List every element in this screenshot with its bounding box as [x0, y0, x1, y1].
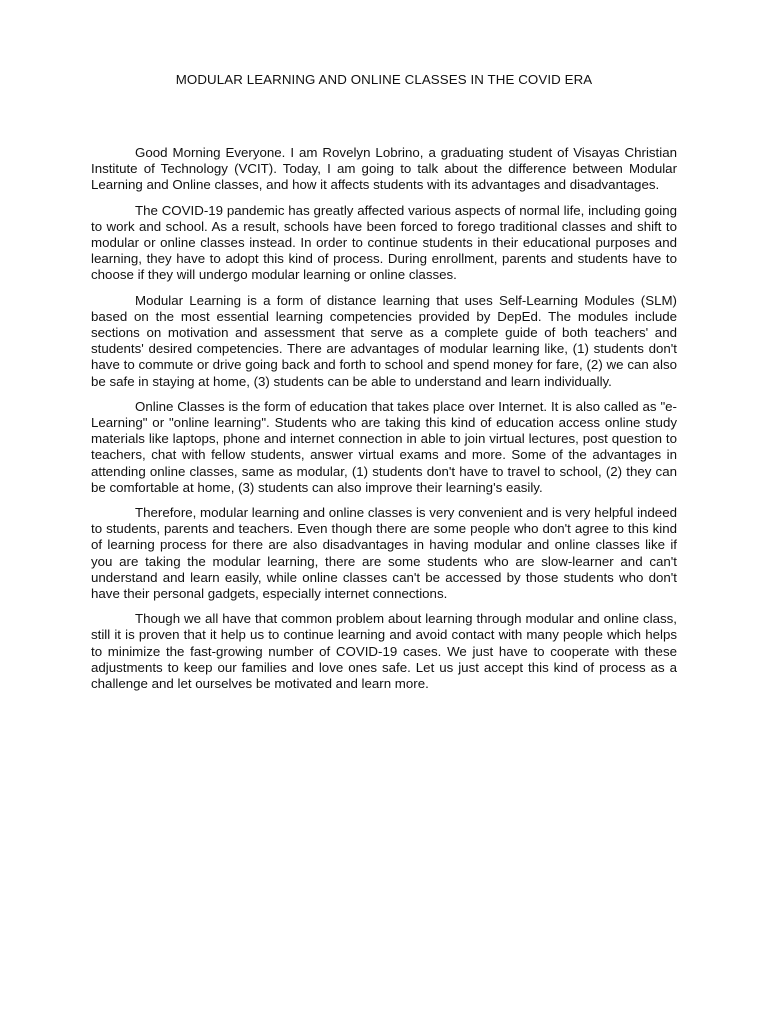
document-body	[91, 145, 677, 701]
paragraph-pandemic-impact: The COVID-19 pandemic has greatly affected various aspects of normal life, including going to work and school. As a result, schools have been forced to forego traditional classes and shift to modular or online classes instead. In order to continue students in their educational purposes and learning, they have to adopt this kind of process. During enrollment, parents and students have to choose if they will undergo modular learning or online classes.	[91, 202, 677, 283]
paragraph-introduction: Good Morning Everyone. I am Rovelyn Lobrino, a graduating student of Visayas Christian Institute of Technology (VCIT). Today, I am going to talk about the difference between Modular Learning and Online classes, and how it affects students with its advantages and disadvantages.	[91, 145, 677, 193]
paragraph-modular-learning: Modular Learning is a form of distance learning that uses Self-Learning Modules (SLM) based on the most essential learning competencies provided by DepEd. The modules include sections on motivation and assessment that serve as a complete guide of both teachers' and students' desired competencies. There are advantages of modular learning like, (1) students don't have to commute or drive going back and forth to school and spend money for fare, (2) we can also be safe in staying at home, (3) students can be able to understand and learn individually.	[91, 292, 677, 389]
document-title: MODULAR LEARNING AND ONLINE CLASSES IN THE COVID ERA	[175, 72, 593, 87]
paragraph-online-classes: Online Classes is the form of education that takes place over Internet. It is also called as "e-Learning" or "online learning". Students who are taking this kind of education access online study materials like laptops, phone and internet connection in able to join virtual lectures, post question to teachers, chat with fellow students, answer virtual exams and more. Some of the advantages in attending online classes, same as modular, (1) students don't have to travel to school, (2) they can be comfortable at home, (3) students can also improve their learning's easily.	[91, 398, 677, 495]
paragraph-conclusion: Though we all have that common problem about learning through modular and online class, still it is proven that it help us to continue learning and avoid contact with many people which helps to minimize the fast-growing number of COVID-19 cases. We just have to cooperate with these adjustments to keep our families and love ones safe. Let us just accept this kind of process as a challenge and let ourselves be motivated and learn more.	[91, 611, 677, 692]
paragraph-comparison: Therefore, modular learning and online classes is very convenient and is very helpful indeed to students, parents and teachers. Even though there are some people who don't agree to this kind of learning process for there are also disadvantages in having modular and online classes like if you are taking the modular learning, there are some students who are slow-learner and can't understand and learn easily, while online classes can't be accessed by those students who don't have their personal gadgets, especially internet connections.	[91, 505, 677, 602]
